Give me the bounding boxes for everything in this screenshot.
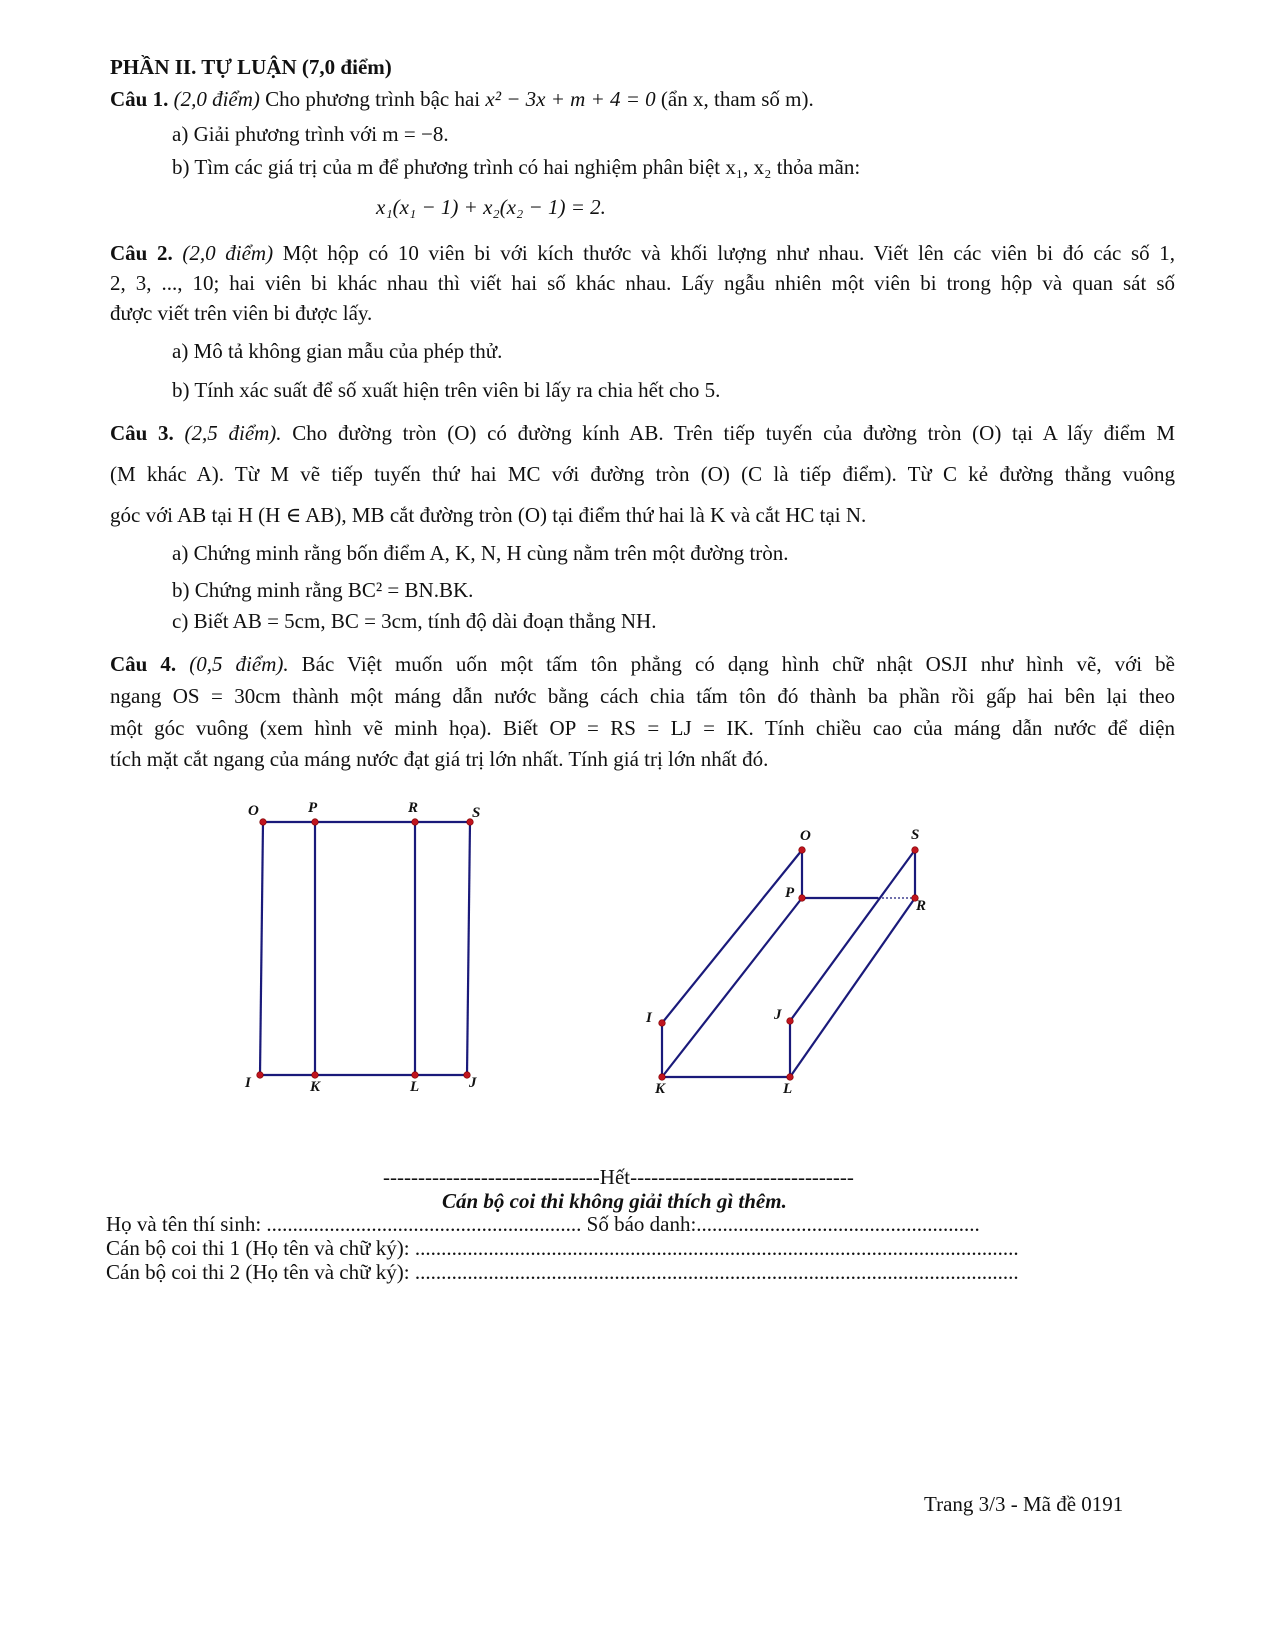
point-L [412,1072,419,1079]
label-O: O [800,828,811,844]
q1-label: Câu 1. [110,87,169,111]
section-title: PHẦN II. TỰ LUẬN (7,0 điểm) [110,55,392,79]
q2-line1 [110,240,1175,266]
label-J: J [774,1007,782,1023]
q2-points: (2,0 điểm) [182,241,274,265]
label-O: O [248,803,259,819]
edge-SJ [467,822,470,1075]
q3-part-a: a) Chứng minh rằng bốn điểm A, K, N, H cùng nằm trên một đường tròn. [172,541,789,565]
proctor2-line: Cán bộ coi thi 2 (Họ tên và chữ ký): ................................................................................................................... [106,1260,1019,1284]
point-L [787,1074,794,1081]
candidate-info-line: Họ và tên thí sinh: ............................................................ Số báo danh:...................................................... [106,1212,980,1236]
q2-text-1: Một hộp có 10 viên bi với kích thước và khối lượng như nhau. Viết lên các viên bi đó các số 1, [282,241,1176,265]
label-J: J [469,1075,477,1091]
edge-OI [662,850,802,1023]
figure-flat-sheet [230,790,510,1110]
q4-line4: tích mặt cắt ngang của máng nước đạt giá trị lớn nhất. Tính giá trị lớn nhất đó. [110,747,769,771]
edge-OI [260,822,263,1075]
point-J [787,1018,794,1025]
q2-line2: 2, 3, ..., 10; hai viên bi khác nhau thì viết hai số khác nhau. Lấy ngẫu nhiên một viên bi trong hộp và quan sát số [110,271,1175,295]
q2-part-b: b) Tính xác suất để số xuất hiện trên viên bi lấy ra chia hết cho 5. [172,378,721,402]
label-L: L [783,1081,793,1097]
point-K [312,1072,319,1079]
q1-unknown-note: (ẩn x, tham số m). [660,87,814,111]
label-L: L [410,1079,420,1095]
edge-SJ [790,850,915,1021]
label-S: S [472,805,481,821]
point-O [260,819,267,826]
label-I: I [245,1075,251,1091]
q1-intro: Cho phương trình bậc hai [265,87,481,111]
q4-line1 [110,651,1175,677]
q2-part-a: a) Mô tả không gian mẫu của phép thử. [172,339,503,363]
point-P [799,895,806,902]
end-mark: -------------------------------Hết-------------------------------- [383,1165,854,1189]
page-info: Trang 3/3 - Mã đề 0191 [924,1492,1124,1516]
q3-text-1: Cho đường tròn (O) có đường kính AB. Trên tiếp tuyến của đường tròn (O) tại A lấy điểm M [292,421,1176,445]
q1-part-b: b) Tìm các giá trị của m để phương trình có hai nghiệm phân biệt x₁, x₂ thỏa mãn: [172,155,861,179]
q4-label: Câu 4. [110,652,177,676]
q1-part-a: a) Giải phương trình với m = −8. [172,122,449,146]
q3-part-c: c) Biết AB = 5cm, BC = 3cm, tính độ dài đoạn thẳng NH. [172,609,657,633]
label-P: P [308,800,318,816]
q3-part-b: b) Chứng minh rằng BC² = BN.BK. [172,578,474,602]
point-S [912,847,919,854]
point-P [312,819,319,826]
label-P: P [785,885,795,901]
point-O [799,847,806,854]
q4-line2: ngang OS = 30cm thành một máng dẫn nước bằng cách chia tấm tôn đó thành ba phần rồi gấp hai bên lại theo [110,684,1175,708]
q4-line3: một góc vuông (xem hình vẽ minh họa). Biết OP = RS = LJ = IK. Tính chiều cao của máng dẫn nước để diện [110,716,1175,740]
label-K: K [655,1081,666,1097]
q3-points: (2,5 điểm). [184,421,282,445]
q1-points: (2,0 điểm) [173,87,260,111]
q4-points: (0,5 điểm). [189,652,289,676]
label-S: S [911,827,920,843]
q3-line1 [110,420,1175,446]
point-K [659,1074,666,1081]
q3-line2: (M khác A). Từ M vẽ tiếp tuyến thứ hai MC với đường tròn (O) (C là tiếp điểm). Từ C kẻ đường thẳng vuông [110,462,1175,486]
edge-PK [662,898,802,1077]
q3-label: Câu 3. [110,421,174,445]
edge-RL [790,898,915,1077]
label-K: K [310,1079,321,1095]
point-R [412,819,419,826]
label-R: R [408,800,419,816]
figure-folded-gutter [630,815,950,1115]
q1-equation: x² − 3x + m + 4 = 0 [485,87,656,111]
q4-text-1: Bác Việt muốn uốn một tấm tôn phẳng có dạng hình chữ nhật OSJI như hình vẽ, với bề [301,652,1175,676]
proctor-note: Cán bộ coi thi không giải thích gì thêm. [442,1189,787,1213]
proctor1-line: Cán bộ coi thi 1 (Họ tên và chữ ký): ................................................................................................................... [106,1236,1019,1260]
q2-label: Câu 2. [110,241,173,265]
q1-condition: x₁(x₁ − 1) + x₂(x₂ − 1) = 2. [376,195,606,219]
q2-line3: được viết trên viên bi được lấy. [110,301,373,325]
point-I [659,1020,666,1027]
q1-header [110,86,814,112]
label-R: R [916,898,927,914]
q3-line3: góc với AB tại H (H ∈ AB), MB cắt đường tròn (O) tại điểm thứ hai là K và cắt HC tại N. [110,503,867,527]
point-I [257,1072,264,1079]
label-I: I [646,1010,652,1026]
